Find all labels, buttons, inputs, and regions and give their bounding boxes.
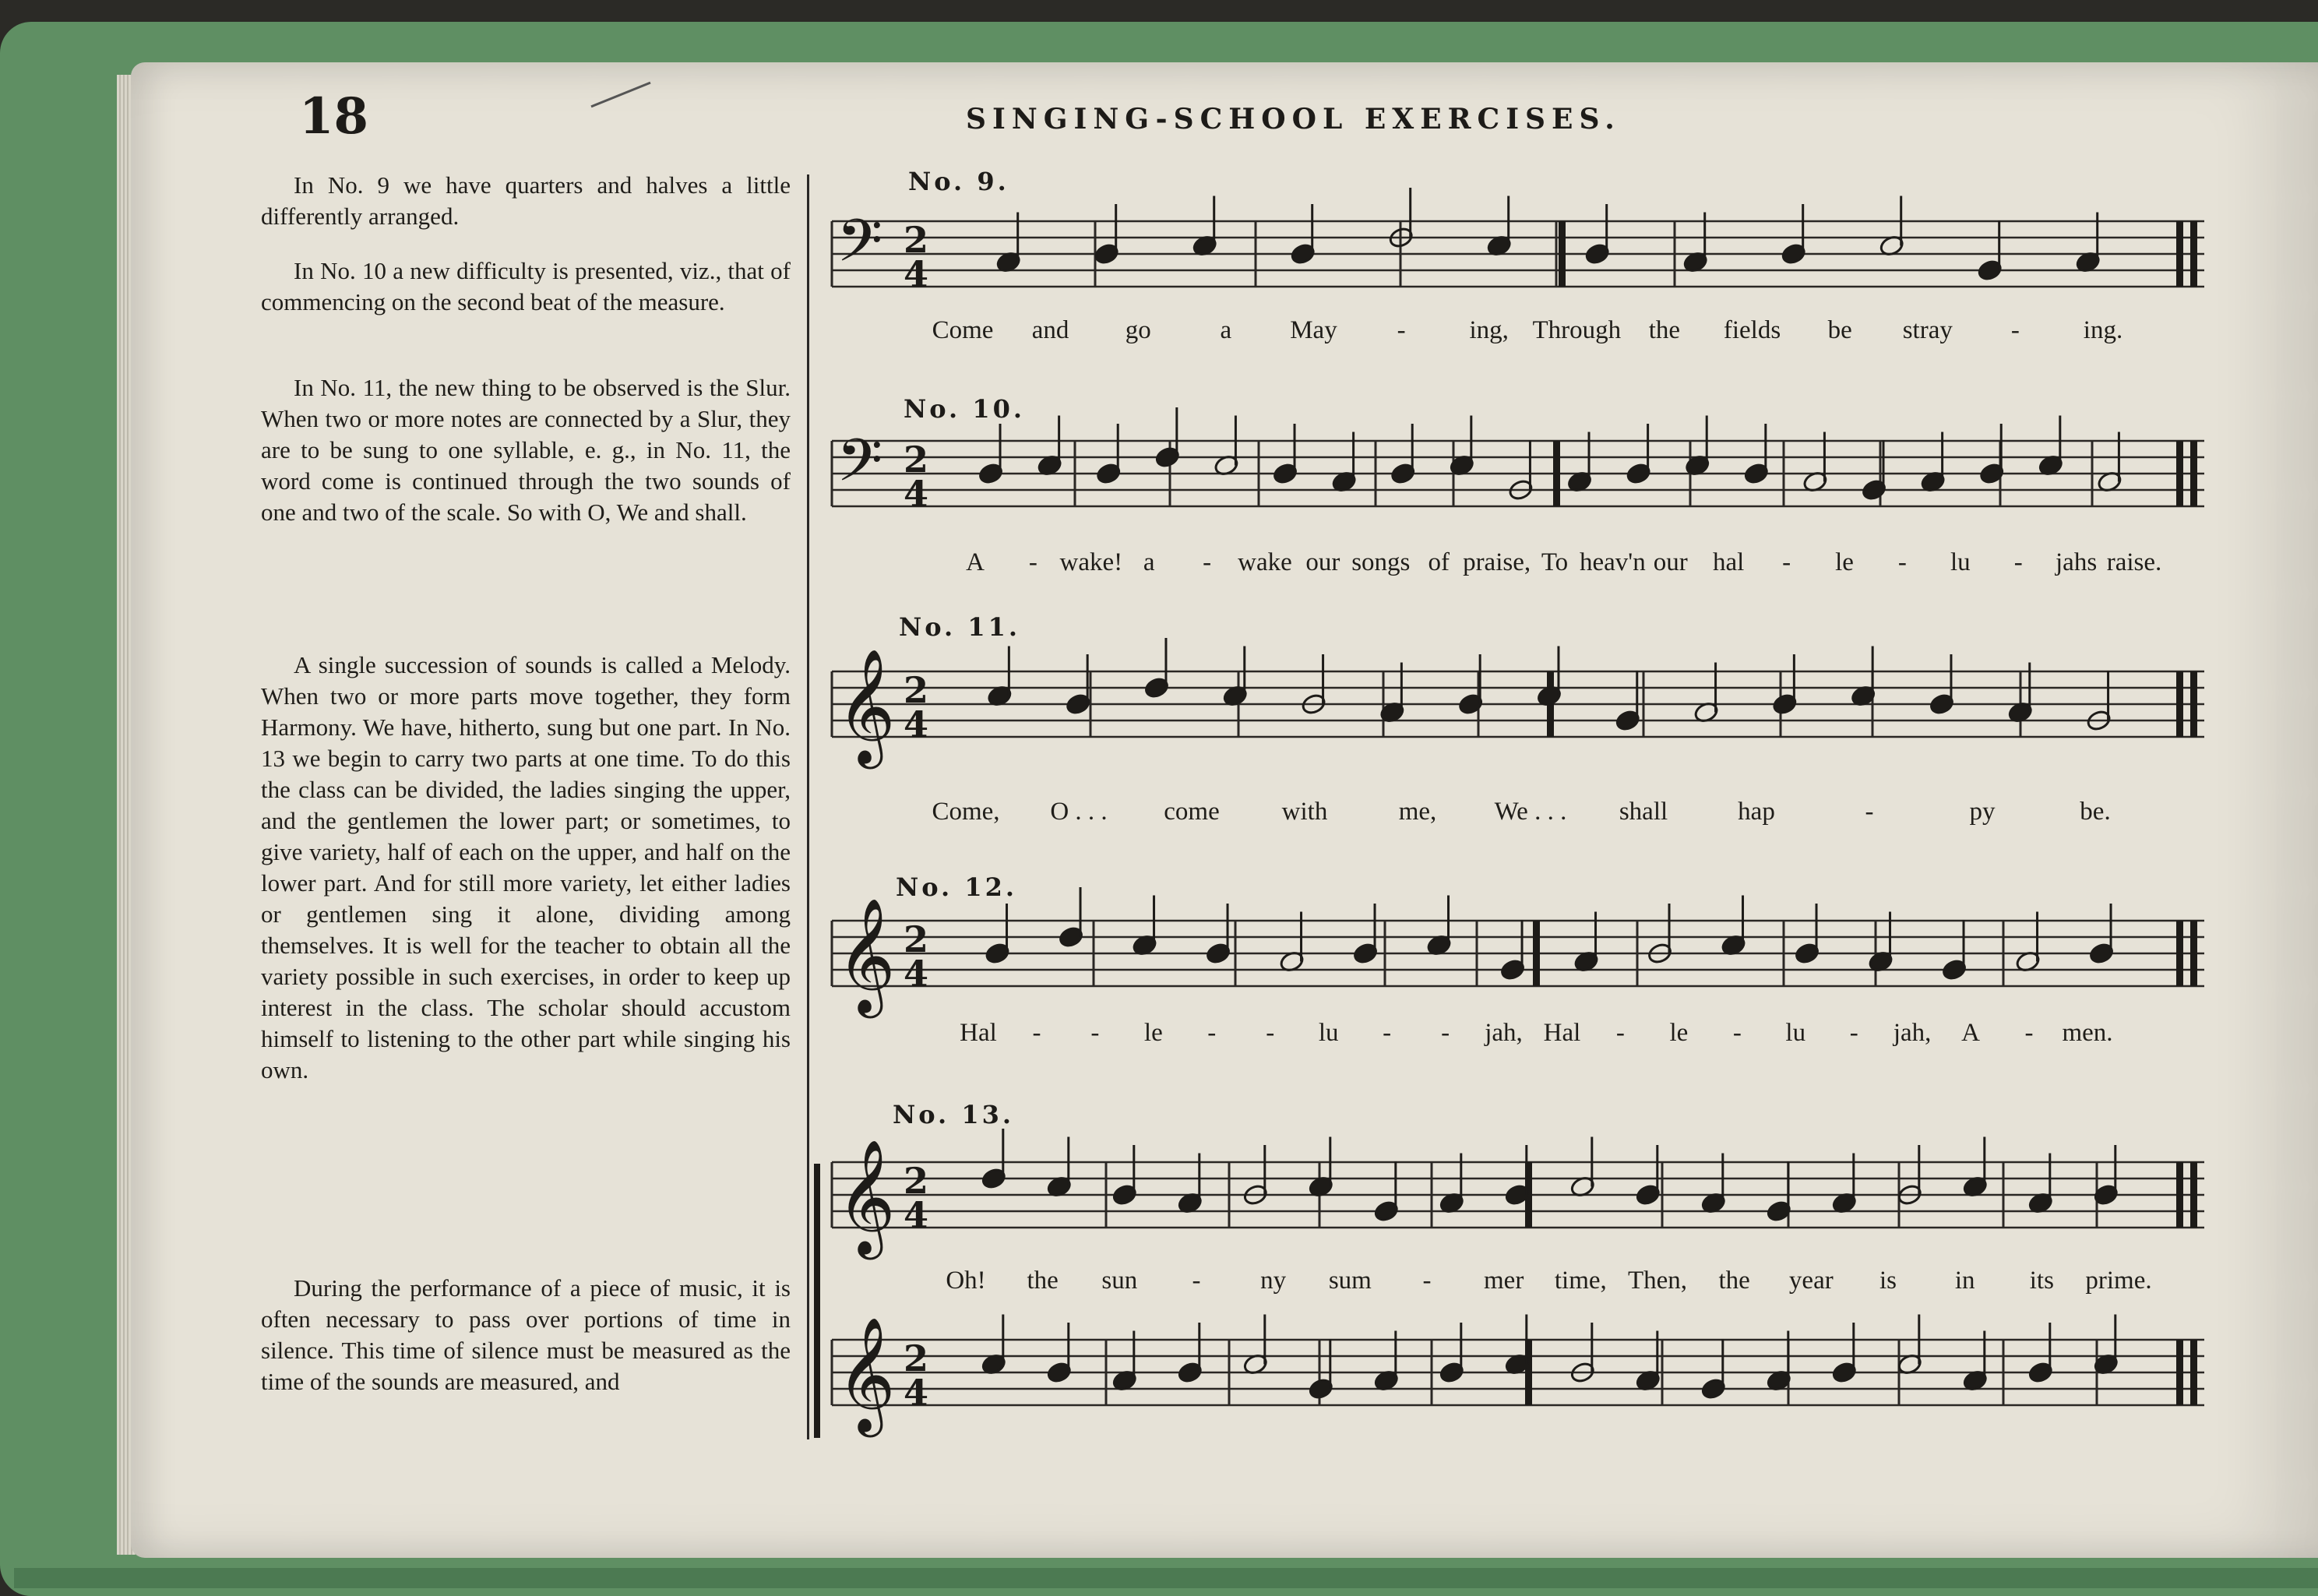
final-bar <box>2190 1340 2197 1405</box>
lyric-syllable: Then, <box>1627 1267 1688 1295</box>
exercise-label: No. 9. <box>908 167 1009 196</box>
lyric-syllable: le <box>1669 1019 1689 1047</box>
clef-symbol: 𝄢 <box>837 426 883 509</box>
lyric-syllable: time, <box>1554 1267 1607 1295</box>
lyric-syllable: jah, <box>1893 1019 1932 1047</box>
lyric-syllable: its <box>2029 1267 2054 1295</box>
lyric-syllable: sum <box>1328 1267 1372 1295</box>
lyric-syllable: le <box>1835 548 1854 576</box>
lyric-syllable: lu <box>1950 548 1971 576</box>
lyric-syllable: - <box>1849 1019 1858 1047</box>
lyric-syllable: ing, <box>1469 316 1509 344</box>
time-signature-top: 2 <box>904 918 929 960</box>
lyric-syllable: - <box>1028 548 1037 576</box>
time-signature-bottom: 4 <box>904 1372 929 1414</box>
lyric-syllable: - <box>1266 1019 1275 1047</box>
exercise-label: No. 12. <box>896 872 1017 902</box>
time-signature-bottom: 4 <box>904 703 929 745</box>
lyric-syllable: - <box>1782 548 1791 576</box>
final-bar <box>2176 1162 2183 1228</box>
lyric-syllable: our <box>1653 548 1688 576</box>
clef-symbol: 𝄢 <box>837 206 883 290</box>
lyric-syllable: year <box>1788 1267 1834 1295</box>
lyric-syllable: - <box>1203 548 1212 576</box>
lyric-syllable: We . . . <box>1494 798 1567 826</box>
lyric-syllable: a <box>1143 548 1155 576</box>
lyric-syllable: A <box>966 548 985 576</box>
paragraph-slur: In No. 11, the new thing to be observed is the Slur. When two or more notes are connected by a Slur, they are to be sung to one syllable, e. g., in No. 11, the word come is continued through the two sounds of one and two of the scale. So with O, We and shall. <box>261 374 791 526</box>
lyric-syllable: - <box>1441 1019 1450 1047</box>
lyric-syllable: Through <box>1532 316 1622 344</box>
lyric-syllable: hal <box>1713 548 1745 576</box>
lyric-syllable: jahs <box>2056 548 2098 576</box>
system-brace <box>814 1164 820 1438</box>
lyric-syllable: O . . . <box>1050 798 1108 826</box>
lyric-syllable: jah, <box>1485 1019 1523 1047</box>
paragraph-silence: During the performance of a piece of music, it is often necessary to pass over portions of time in silence. This time of silence must be measured as the time of the sounds are measured, and <box>261 1274 791 1395</box>
lyric-syllable: me, <box>1398 798 1437 826</box>
exercise-label: No. 10. <box>904 394 1025 424</box>
lyric-syllable: in <box>1954 1267 1975 1295</box>
repeat-bar <box>1533 921 1540 986</box>
lyric-syllable: hap <box>1738 798 1775 826</box>
lyric-syllable: the <box>1027 1267 1059 1295</box>
time-signature-bottom: 4 <box>904 1194 929 1236</box>
clef-symbol: 𝄞 <box>837 1316 896 1432</box>
repeat-bar <box>1553 441 1560 506</box>
clef-symbol: 𝄞 <box>837 1139 896 1255</box>
lyric-syllable: praise, <box>1463 548 1531 576</box>
lyric-syllable: ny <box>1260 1267 1287 1295</box>
lyric-syllable: a <box>1220 316 1232 344</box>
time-signature-bottom: 4 <box>904 473 929 515</box>
lyric-syllable: - <box>1865 798 1874 826</box>
lyric-syllable: - <box>1032 1019 1041 1047</box>
lyric-syllable: the <box>1718 1267 1750 1295</box>
repeat-bar <box>1559 221 1566 287</box>
lyric-syllable: the <box>1648 316 1681 344</box>
lyric-syllable: - <box>2024 1019 2034 1047</box>
lyric-syllable: come <box>1164 798 1220 826</box>
lyric-syllable: To <box>1541 548 1569 576</box>
time-signature-top: 2 <box>904 1160 929 1202</box>
final-bar <box>2176 441 2183 506</box>
lyric-syllable: lu <box>1318 1019 1339 1047</box>
lyric-syllable: Hal <box>960 1019 997 1047</box>
exercise-label: No. 11. <box>899 612 1020 642</box>
lyric-syllable: Hal <box>1543 1019 1581 1047</box>
lyric-syllable: prime. <box>2085 1267 2152 1295</box>
lyric-syllable: sun <box>1101 1267 1138 1295</box>
lyric-syllable: men. <box>2062 1019 2113 1047</box>
time-signature-bottom: 4 <box>904 953 929 995</box>
lyric-syllable: is <box>1879 1267 1897 1295</box>
lyric-syllable: with <box>1281 798 1328 826</box>
lyric-syllable: and <box>1031 316 1069 344</box>
final-bar <box>2190 671 2197 737</box>
paragraph-no10: In No. 10 a new difficulty is presented, viz., that of commencing on the second beat of the measure. <box>261 257 791 315</box>
lyric-syllable: le <box>1143 1019 1163 1047</box>
time-signature-bottom: 4 <box>904 253 929 295</box>
lyric-syllable: our <box>1305 548 1340 576</box>
lyric-syllable: - <box>1207 1019 1217 1047</box>
paragraph-melody: A single succession of sounds is called a Melody. When two or more parts move together, they form Harmony. We have, hitherto, sung but one part. In No. 13 we begin to carry two parts at one time. To do this the class can be divided, the ladies singing the upper, and the gentlemen the lower part; or sometimes, to give variety, half of each on the upper, and half on the lower part. And for still more variety, let either ladies or gentlemen sing it alone, dividing among themselves. It is well for the teacher to obtain all the variety possible in such exercises, in order to keep up interest in the class. The scholar should accustom himself to listening to the other part while singing his own. <box>261 651 791 1083</box>
lyric-syllable: Come, <box>932 798 1000 826</box>
lyric-syllable: - <box>1383 1019 1392 1047</box>
lyric-syllable: A <box>1961 1019 1981 1047</box>
lyric-syllable: shall <box>1619 798 1668 826</box>
page-header: SINGING-SCHOOL EXERCISES. <box>966 103 1621 136</box>
paragraph-no9: In No. 9 we have quarters and halves a little differently arranged. <box>261 171 791 230</box>
final-bar <box>2176 921 2183 986</box>
lyric-syllable: of <box>1428 548 1450 576</box>
exercise-label: No. 13. <box>893 1100 1014 1129</box>
final-bar <box>2190 1162 2197 1228</box>
lyric-syllable: songs <box>1351 548 1411 576</box>
lyric-syllable: - <box>1732 1019 1742 1047</box>
lyric-syllable: May <box>1290 316 1337 344</box>
lyric-syllable: go <box>1125 316 1151 344</box>
lyric-syllable: - <box>1897 548 1907 576</box>
final-bar <box>2190 921 2197 986</box>
final-bar <box>2176 1340 2183 1405</box>
lyric-syllable: Oh! <box>946 1267 986 1295</box>
lyric-syllable: - <box>2010 316 2020 344</box>
lyric-syllable: wake <box>1238 548 1292 576</box>
lyric-syllable: lu <box>1785 1019 1806 1047</box>
page-number: 18 <box>299 87 369 146</box>
lyric-syllable: py <box>1969 798 1996 826</box>
time-signature-top: 2 <box>904 669 929 711</box>
lyric-syllable: heav'n <box>1580 548 1646 576</box>
final-bar <box>2190 221 2197 287</box>
lyric-syllable: - <box>1422 1267 1432 1295</box>
time-signature-top: 2 <box>904 1337 929 1379</box>
lyric-syllable: - <box>1397 316 1406 344</box>
lyric-syllable: - <box>1615 1019 1625 1047</box>
lyric-syllable: mer <box>1484 1267 1524 1295</box>
time-signature-top: 2 <box>904 219 929 261</box>
final-bar <box>2176 221 2183 287</box>
clef-symbol: 𝄞 <box>837 897 896 1013</box>
lyric-syllable: be <box>1827 316 1852 344</box>
time-signature-top: 2 <box>904 439 929 481</box>
lyric-syllable: ing. <box>2083 316 2123 344</box>
lyric-syllable: wake! <box>1059 548 1123 576</box>
lyric-syllable: - <box>1192 1267 1201 1295</box>
final-bar <box>2176 671 2183 737</box>
lyric-syllable: stray <box>1902 316 1953 344</box>
clef-symbol: 𝄞 <box>837 648 896 764</box>
lyric-syllable: Come <box>932 316 994 344</box>
lyric-syllable: be. <box>2080 798 2111 826</box>
lyric-syllable: raise. <box>2106 548 2162 576</box>
final-bar <box>2190 441 2197 506</box>
lyric-syllable: - <box>2013 548 2023 576</box>
lyric-syllable: - <box>1090 1019 1100 1047</box>
lyric-syllable: fields <box>1723 316 1781 344</box>
